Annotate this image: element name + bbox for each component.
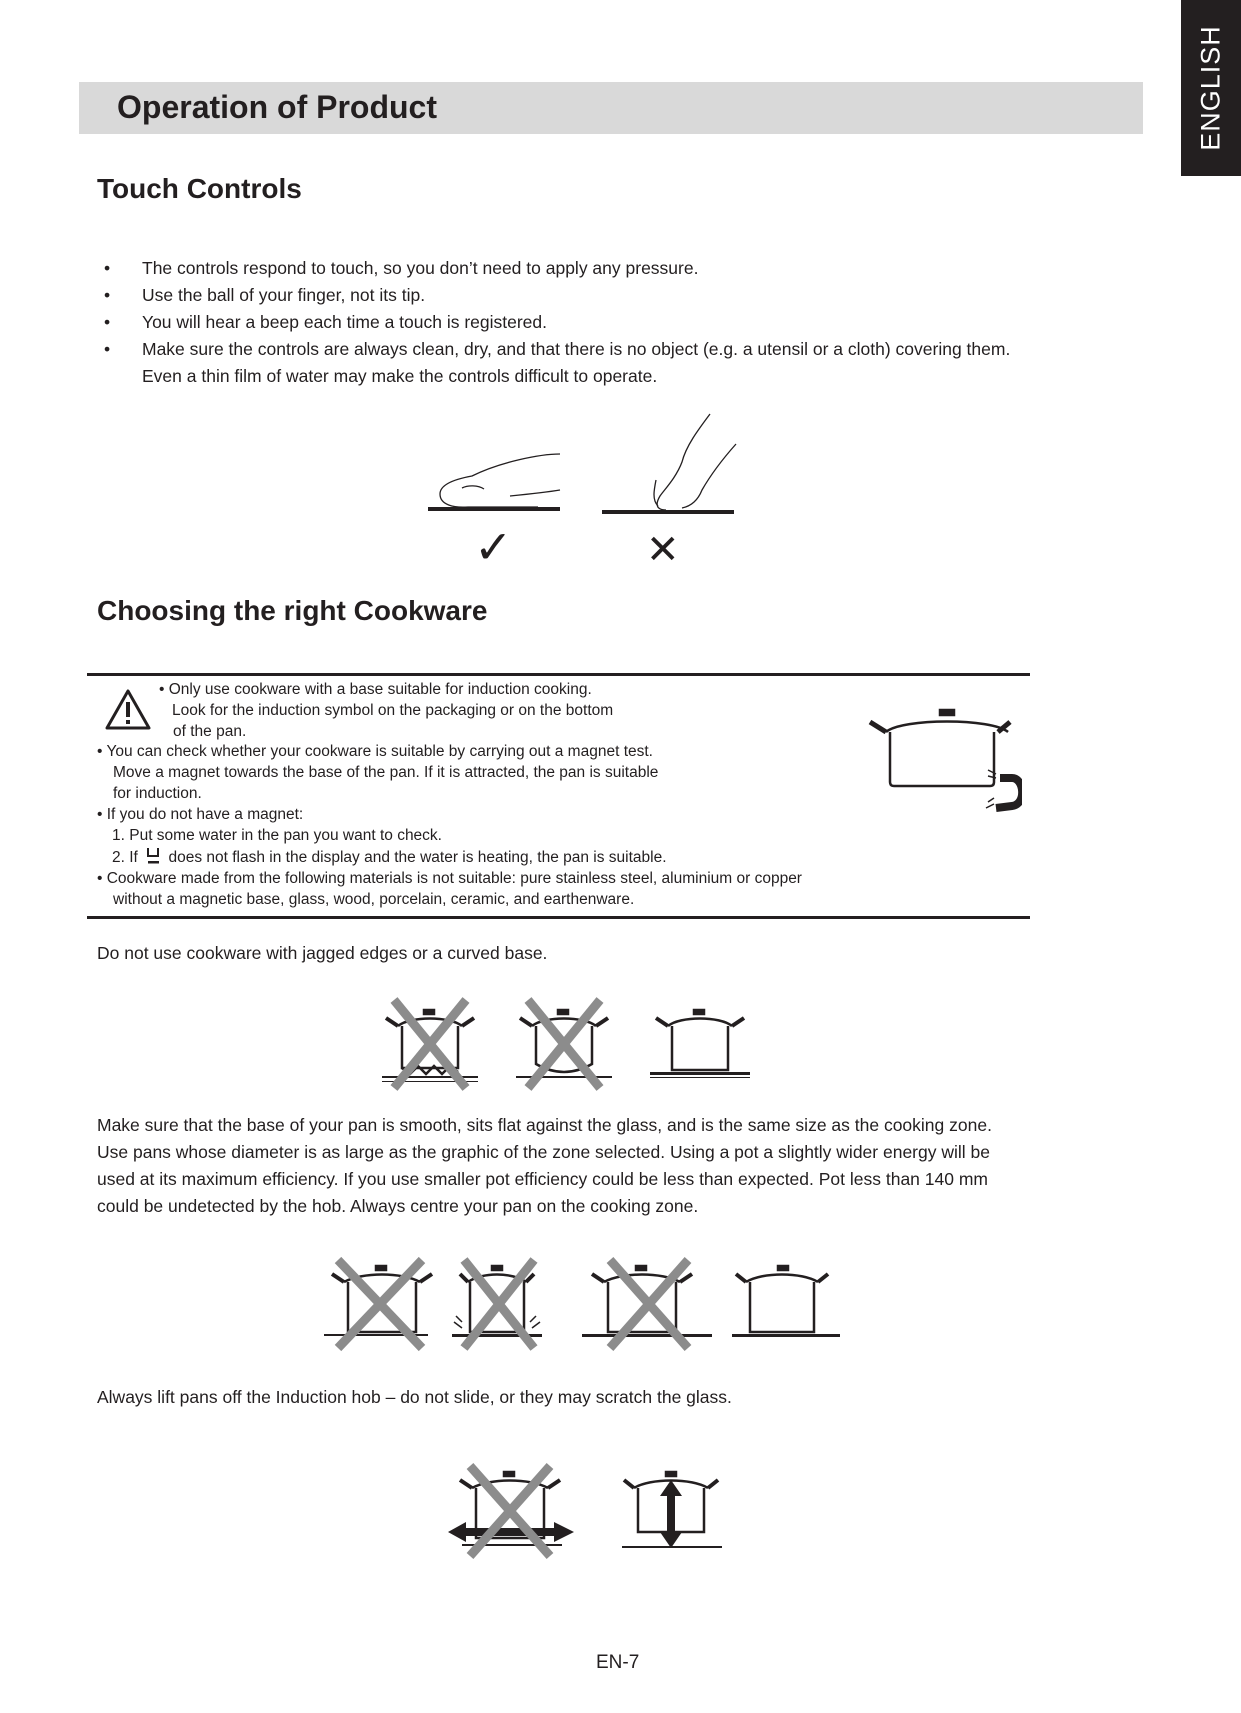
- jagged-edges-text: Do not use cookware with jagged edges or a curved base.: [97, 943, 548, 963]
- correct-size-pot-icon: [732, 1266, 840, 1337]
- list-item: • Make sure the controls are always clean, dry, and that there is no object (e.g. a utensil or a cloth) covering them. Even a thin film of water may make the controls difficult to operate.: [97, 336, 1097, 390]
- bullet-continuation: Even a thin film of water may make the controls difficult to operate.: [142, 366, 658, 386]
- pan-base-paragraph: Make sure that the base of your pan is smooth, sits flat against the glass, and is the same size as the cooking zone. Use pans whose diameter is as large as the graphic of the zone selected. Using a pot a slightly wider energy will be used at its maximum efficiency. If you use smaller pot efficiency could be less than expected. Pot less than 140 mm could be undetected by the hob. Always centre your pan on the cooking zone.: [97, 1115, 992, 1216]
- surface-line-good: [428, 507, 560, 511]
- oversize-zone-pot-icon: [452, 1260, 542, 1348]
- off-centre-pot-icon: [582, 1260, 712, 1348]
- language-tab: [1181, 0, 1241, 176]
- lift-pan-illustration: [446, 1462, 736, 1562]
- small-zone-pot-icon: [324, 1260, 432, 1348]
- curved-base-pot-icon: [516, 1000, 612, 1088]
- cross-mark-icon: ✕: [646, 527, 680, 573]
- flat-pot-icon: [650, 1010, 750, 1078]
- cookware-base-illustration: [380, 996, 760, 1092]
- touch-bullet-list: [97, 255, 1097, 390]
- language-tab-label: ENGLISH: [1195, 25, 1226, 151]
- warning-text: • Only use cookware with a base suitable for induction cooking. Look for the induction symbol on the packaging or on the bottom of the pan. • You can check whether your cookware is suitable by carrying out a magnet test. Move a magnet towards the base of the pan. If it is attracted, the pan is suitable for induction. • If you do not have a magnet: 1. Put some water in the pan you want to check. 2. If does not flash in the display and the water is heating, the pan is suitable. • Cookware made from the following materials is not suitable: pure stainless steel, aluminium or copper without a magnetic base, glass, wood, porcelain, ceramic, and earthenware.: [97, 681, 802, 908]
- section-banner: [79, 82, 1143, 134]
- list-item: • Use the ball of your finger, not its tip.: [104, 285, 426, 305]
- jagged-pot-icon: [382, 1000, 478, 1088]
- page-number: EN-7: [596, 1652, 640, 1673]
- finger-touch-illustration: [420, 410, 750, 580]
- cookware-heading: Choosing the right Cookware: [97, 595, 488, 626]
- pan-size-illustration: [322, 1256, 842, 1352]
- list-item: • The controls respond to touch, so you don’t need to apply any pressure.: [104, 258, 699, 278]
- touch-controls-heading: Touch Controls: [97, 173, 302, 204]
- page-title: Operation of Product: [117, 89, 437, 125]
- check-mark-icon: ✓: [474, 520, 513, 574]
- finger-ball-icon: [440, 454, 560, 507]
- lift-pans-text: Always lift pans off the Induction hob – do not slide, or they may scratch the glass.: [97, 1387, 732, 1407]
- slide-pot-icon: [448, 1466, 574, 1556]
- finger-tip-icon: [654, 414, 736, 510]
- pan-indicator-icon: [145, 846, 163, 866]
- surface-line-bad: [602, 510, 734, 514]
- warning-box: [87, 673, 1030, 919]
- lift-pot-icon: [622, 1472, 722, 1548]
- magnet-icon: [986, 770, 1022, 808]
- list-item: • You will hear a beep each time a touch is registered.: [104, 312, 548, 332]
- magnet-test-pot-illustration: [862, 708, 1022, 813]
